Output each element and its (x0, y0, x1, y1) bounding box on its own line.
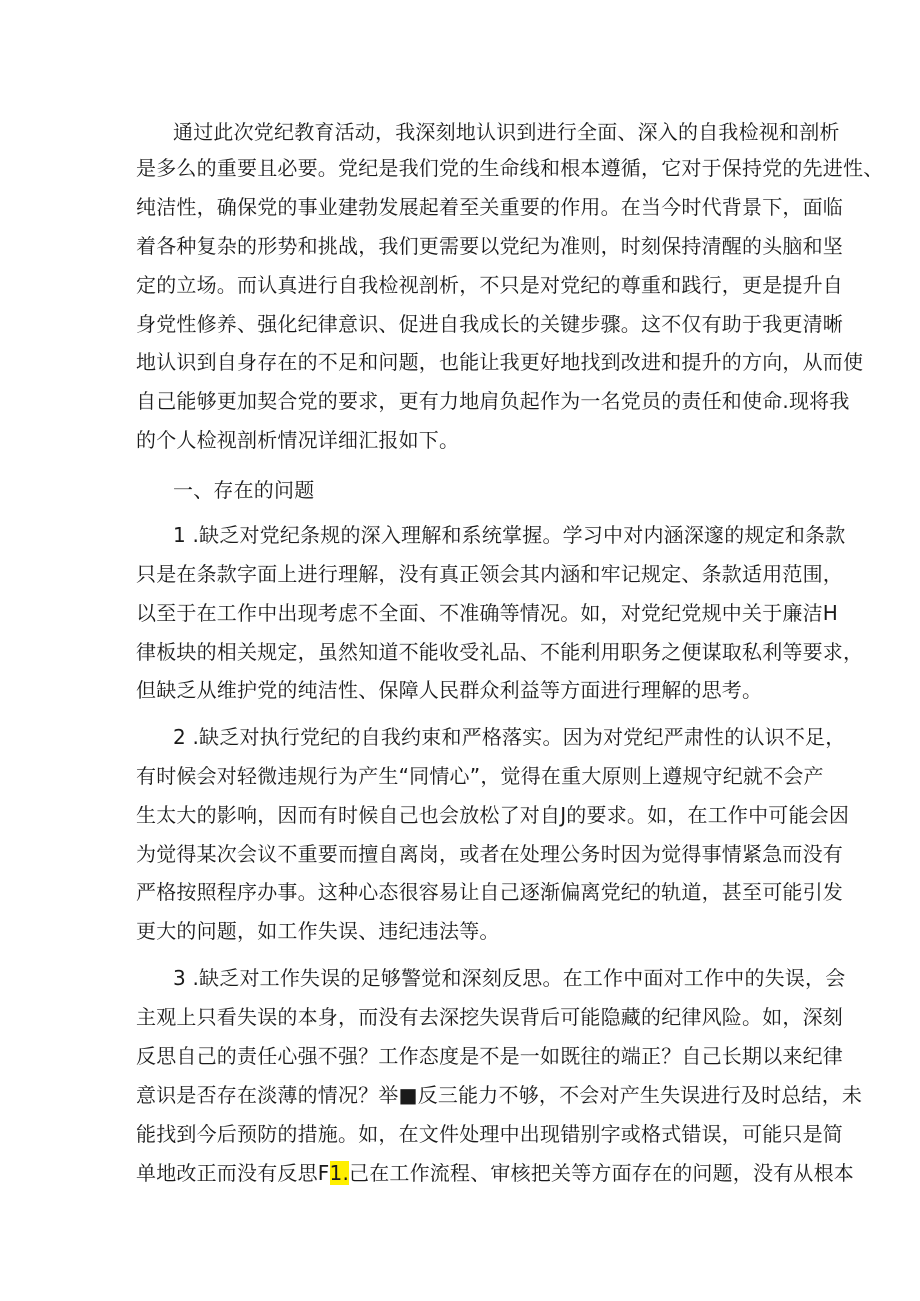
item1-line-3: 以至于在工作中出现考虑不全面、不准确等情况。如，对党纪党规中关于廉洁H (136, 601, 839, 625)
item3-line-6 (136, 1161, 854, 1185)
item3-line-6-before: 单地改正而没有反思F (136, 1161, 330, 1185)
item3-line-6-after: 己在工作流程、审核把关等方面存在的问题，没有从根本 (349, 1161, 854, 1185)
section-heading: 一、存在的问题 (173, 478, 315, 502)
intro-line-3: 纯洁性，确保党的事业建勃发展起着至关重要的作用。在当今时代背景下，面临 (136, 195, 843, 219)
item2-line-3: 生太大的影响，因而有时候自己也会放松了对自J的要求。如，在工作中可能会因 (136, 803, 850, 827)
item3-line-1: 3 .缺乏对工作失误的足够警觉和深刻反思。在工作中面对工作中的失误，会 (173, 966, 846, 990)
item1-line-1: 1 .缺乏对党纪条规的深入理解和系统掌握。学习中对内涵深邃的规定和条款 (173, 523, 846, 547)
intro-line-1: 通过此次党纪教育活动，我深刻地认识到进行全面、深入的自我检视和剖析 (173, 120, 840, 144)
item3-line-4: 意识是否存在淡薄的情况？举■反三能力不够，不会对产生失误进行及时总结，未 (136, 1083, 863, 1107)
item3-line-2: 主观上只看失误的本身，而没有去深挖失误背后可能隐藏的纪律风险。如，深刻 (136, 1005, 843, 1029)
highlighted-text: 1. (329, 1161, 349, 1185)
item1-line-2: 只是在条款字面上进行理解，没有真正领会其内涵和牢记规定、条款适用范围， (136, 562, 843, 586)
item3-line-3: 反思自己的责任心强不强？工作态度是不是一如既往的端正？自己长期以来纪律 (136, 1044, 843, 1068)
intro-line-6: 身党性修养、强化纪律意识、促进自我成长的关键步骤。这不仅有助于我更清晰 (136, 312, 843, 336)
item2-line-6: 更大的问题，如工作失误、违纪违法等。 (136, 919, 500, 943)
item2-line-1: 2 .缺乏对执行党纪的自我约束和严格落实。因为对党纪严肃性的认识不足， (173, 725, 846, 749)
intro-line-5: 定的立场。而认真进行自我检视剖析，不只是对党纪的尊重和践行，更是提升自 (136, 273, 843, 297)
item2-line-2: 有时候会对轻微违规行为产生“同情心”，觉得在重大原则上遵规守纪就不会产 (136, 764, 824, 788)
intro-line-7: 地认识到自身存在的不足和问题，也能让我更好地找到改进和提升的方向，从而使 (136, 350, 864, 374)
item1-line-4: 律板块的相关规定，虽然知道不能收受礼品、不能利用职务之便谋取私利等要求， (136, 640, 864, 664)
item2-line-5: 严格按照程序办事。这种心态很容易让自己逐渐偏离党纪的轨道，甚至可能引发 (136, 880, 843, 904)
item1-line-5: 但缺乏从维护党的纯洁性、保障人民群众利益等方面进行理解的思考。 (136, 678, 763, 702)
intro-line-4: 着各种复杂的形势和挑战，我们更需要以党纪为准则，时刻保持清醒的头脑和坚 (136, 234, 843, 258)
item2-line-4: 为觉得某次会议不重要而擅自离岗，或者在处理公务时因为觉得事情紧急而没有 (136, 842, 843, 866)
intro-line-9: 的个人检视剖析情况详细汇报如下。 (136, 428, 460, 452)
intro-line-8: 自己能够更加契合党的要求，更有力地肩负起作为一名党员的责任和使命.现将我 (136, 389, 850, 413)
intro-line-2: 是多么的重要且必要。党纪是我们党的生命线和根本遵循，它对于保持党的先进性、 (136, 156, 884, 180)
item3-line-5: 能找到今后预防的措施。如，在文件处理中出现错别字或格式错误，可能只是简 (136, 1122, 843, 1146)
